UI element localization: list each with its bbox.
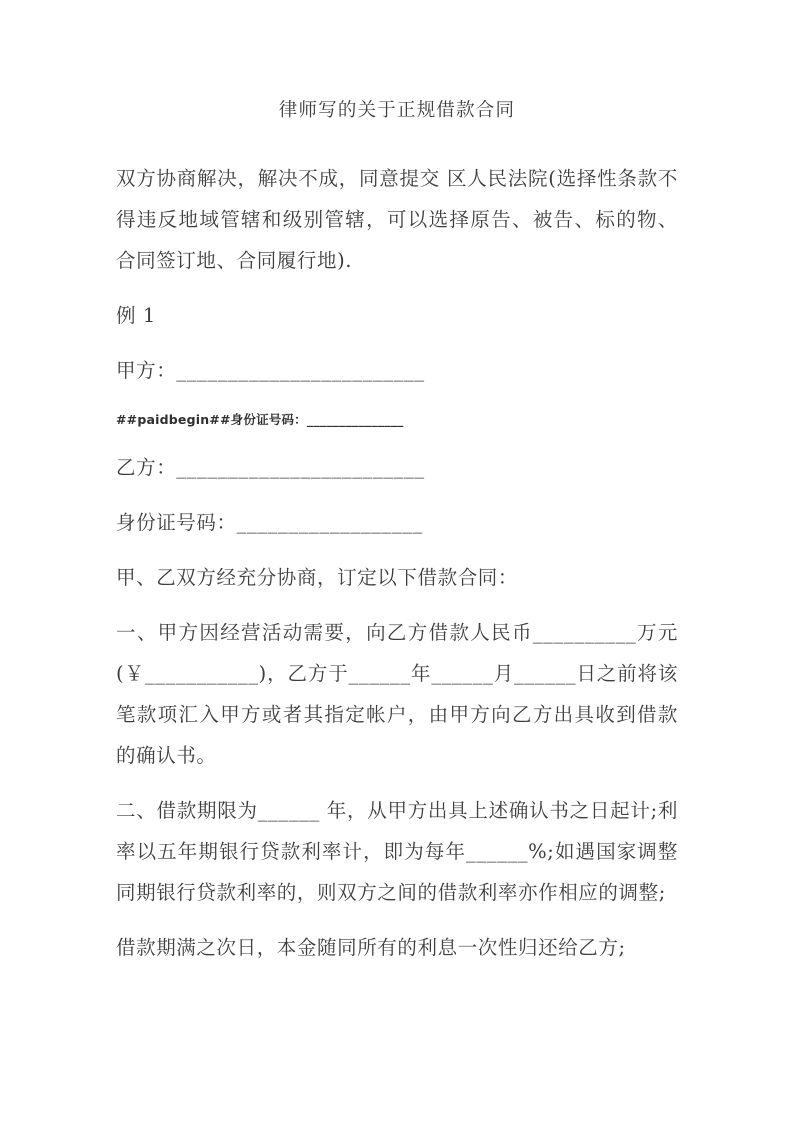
paragraph-clause-two: 二、借款期限为______ 年，从甲方出具上述确认书之日起计;利率以五年期银行贷款利率计，即为每年______%;如遇国家调整同期银行贷款利率的，则双方之间的借款利率亦作相应的调整; [116, 799, 678, 904]
paragraph-repayment: 借款期满之次日，本金随同所有的利息一次性归还给乙方; [116, 936, 626, 959]
paragraph-example-label: 例 1 [116, 304, 156, 327]
document-body [116, 96, 678, 982]
field-party-b-id-number: 身份证号码：__________________ [116, 511, 423, 534]
paragraph-agreement-intro: 甲、乙双方经充分协商，订定以下借款合同： [116, 566, 519, 589]
field-party-b: 乙方：________________________ [116, 456, 425, 479]
field-party-a: 甲方：________________________ [116, 359, 425, 382]
paragraph-clause-one: 一、甲方因经营活动需要，向乙方借款人民币__________万元(￥___________)，乙方于______年______月______日之前将该笔款项汇入甲方或者其指定帐户，由甲方向乙方出具收到借款的确认书。 [116, 621, 678, 767]
page-title: 律师写的关于正规借款合同 [278, 100, 516, 121]
paragraph-dispute-resolution: 双方协商解决，解决不成，同意提交 区人民法院(选择性条款不得违反地域管辖和级别管辖，可以选择原告、被告、标的物、合同签订地、合同履行地). [116, 167, 678, 272]
field-party-a-id-number: ##paidbegin##身份证号码：_______________ [116, 412, 404, 427]
